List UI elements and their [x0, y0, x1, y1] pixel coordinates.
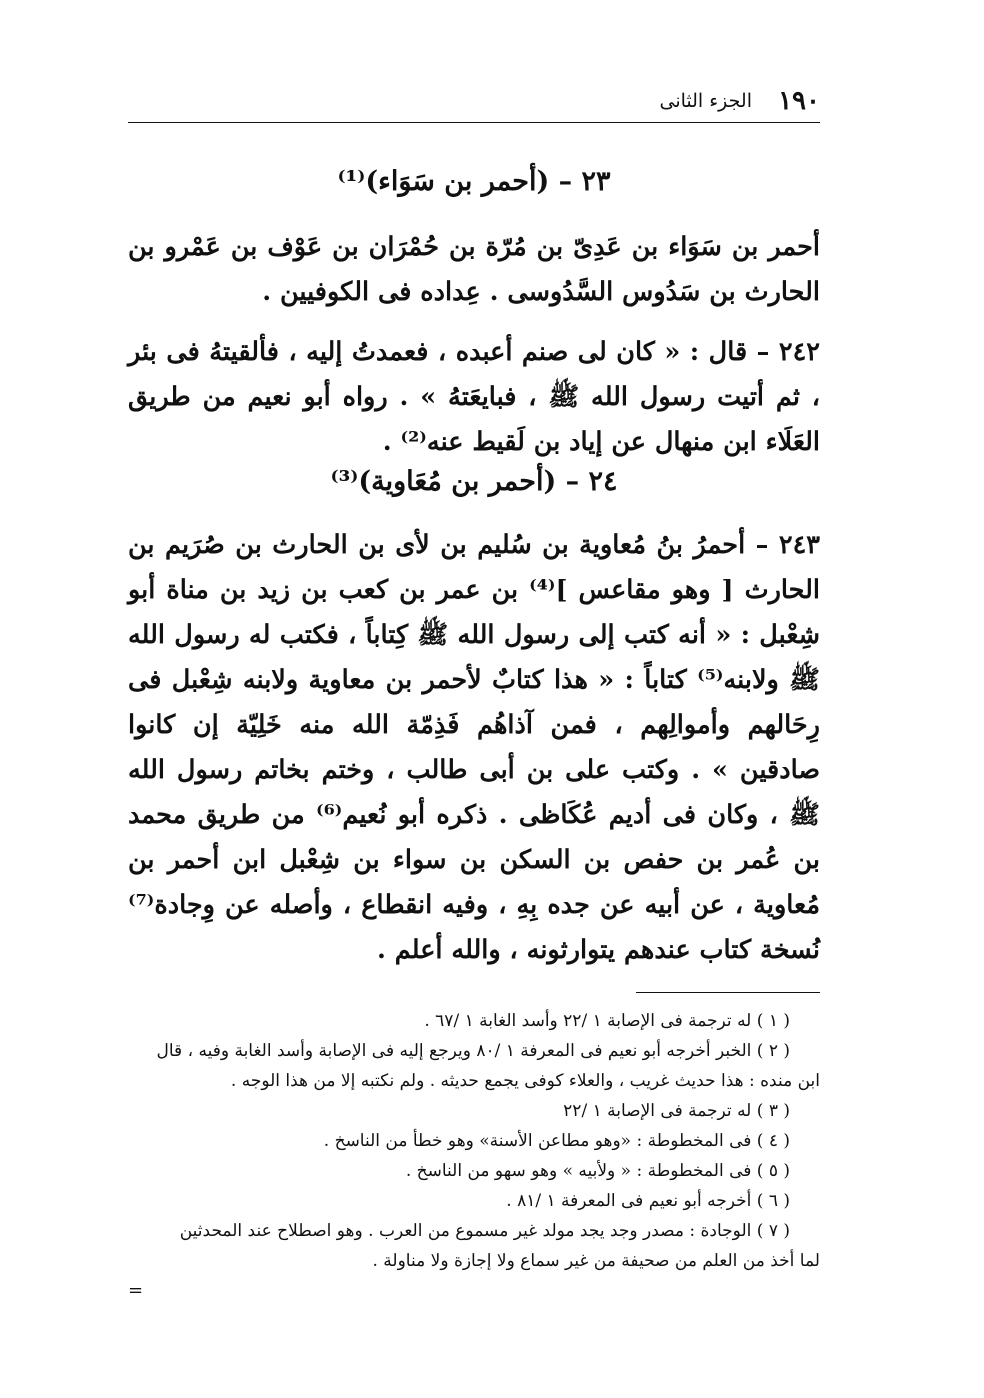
- footnote-7-line-2: لما أخذ من العلم من صحيفة من غير سماع ولا إجازة ولا مناولة .: [372, 1251, 820, 1271]
- footnote-separator: [636, 992, 820, 993]
- paragraph-entry-243: ٢٤٣ – أحمرُ بنُ مُعاوية بن سُليم بن لأى بن الحارث بن صُرَيم بن الحارث [ وهو مقاعس ]⁽⁴⁾ بن عمر بن كعب بن زيد بن مناة أبو شِعْبل : « أنه كتب إلى رسول الله ﷺ كِتاباً ، فكتب له رسول الله ﷺ ولابنه⁽⁵⁾ كتاباً : « هذا كتابٌ لأحمر بن معاوية ولابنه شِعْبل فى رِحَالهم وأموالِهم ، فمن آذاهُم فَذِمّة الله منه خَلِيّة إن كانوا صادقين » . وكتب على بن أبى طالب ، وختم بخاتم رسول الله ﷺ ، وكان فى أديم عُكَاظى . ذكره أبو نُعيم⁽⁶⁾ من طريق محمد بن عُمر بن حفص بن السكن بن سواء بن شِعْبل ابن أحمر بن مُعاوية ، عن أبيه عن جده بِهِ ، وفيه انقطاع ، وأصله عن وِجادة⁽⁷⁾ نُسخة كتاب عندهم يتوارثونه ، والله أعلم .: [128, 530, 821, 965]
- paragraph-entry-242: ٢٤٢ – قال : « كان لى صنم أعبده ، فعمدتُ إليه ، فألقيتهُ فى بئر ، ثم أتيت رسول الله ﷺ ، فبايعَتهُ » . رواه أبو نعيم من طريق العَلَاء ابن منهال عن إياد بن لَقيط عنه⁽²⁾ .: [128, 337, 820, 457]
- section-heading-24: ٢٤ – (أحمر بن مُعَاوية)⁽³⁾: [330, 466, 618, 497]
- footnote-7-line-1: ( ٧ ) الوجادة : مصدر وجد يجد مولد غير مسموع من العرب . وهو اصطلاح عند المحدثين: [179, 1221, 790, 1241]
- paragraph-23-intro: أحمر بن سَوَاء بن عَدِىّ بن مُرّة بن حُمْرَان بن عَوْف بن عَمْرو بن الحارث بن سَدُوس السَّدُوسى . عِداده فى الكوفيين .: [128, 232, 820, 307]
- footnote-6: ( ٦ ) أخرجه أبو نعيم فى المعرفة ١ /٨١ .: [506, 1191, 790, 1211]
- footnote-4: ( ٤ ) فى المخطوطة : «وهو مطاعن الأسنة» وهو خطأ من الناسخ .: [323, 1131, 790, 1151]
- running-title: الجزء الثانى: [659, 90, 752, 112]
- footnote-1: ( ١ ) له ترجمة فى الإصابة ١ /٢٢ وأسد الغابة ١ /٦٧ .: [424, 1011, 790, 1031]
- footnotes: [128, 1006, 820, 1276]
- continuation-mark: =: [128, 1280, 144, 1301]
- footnote-5: ( ٥ ) فى المخطوطة : « ولأبيه » وهو سهو من الناسخ .: [405, 1161, 790, 1181]
- footnote-2-line-2: ابن منده : هذا حديث غريب ، والعلاء كوفى يجمع حديثه . ولم نكتبه إلا من هذا الوجه .: [230, 1071, 820, 1091]
- footnote-3: ( ٣ ) له ترجمة فى الإصابة ١ /٢٢: [563, 1101, 790, 1121]
- section-heading-23: ٢٣ – (أحمر بن سَوَاء)⁽¹⁾: [337, 166, 611, 197]
- footnote-2-line-1: ( ٢ ) الخبر أخرجه أبو نعيم فى المعرفة ١ /٨٠ ويرجع إليه فى الإصابة وأسد الغابة وفيه ، قال: [156, 1041, 790, 1061]
- page-number: ١٩٠: [778, 86, 820, 116]
- page-header: [128, 84, 820, 123]
